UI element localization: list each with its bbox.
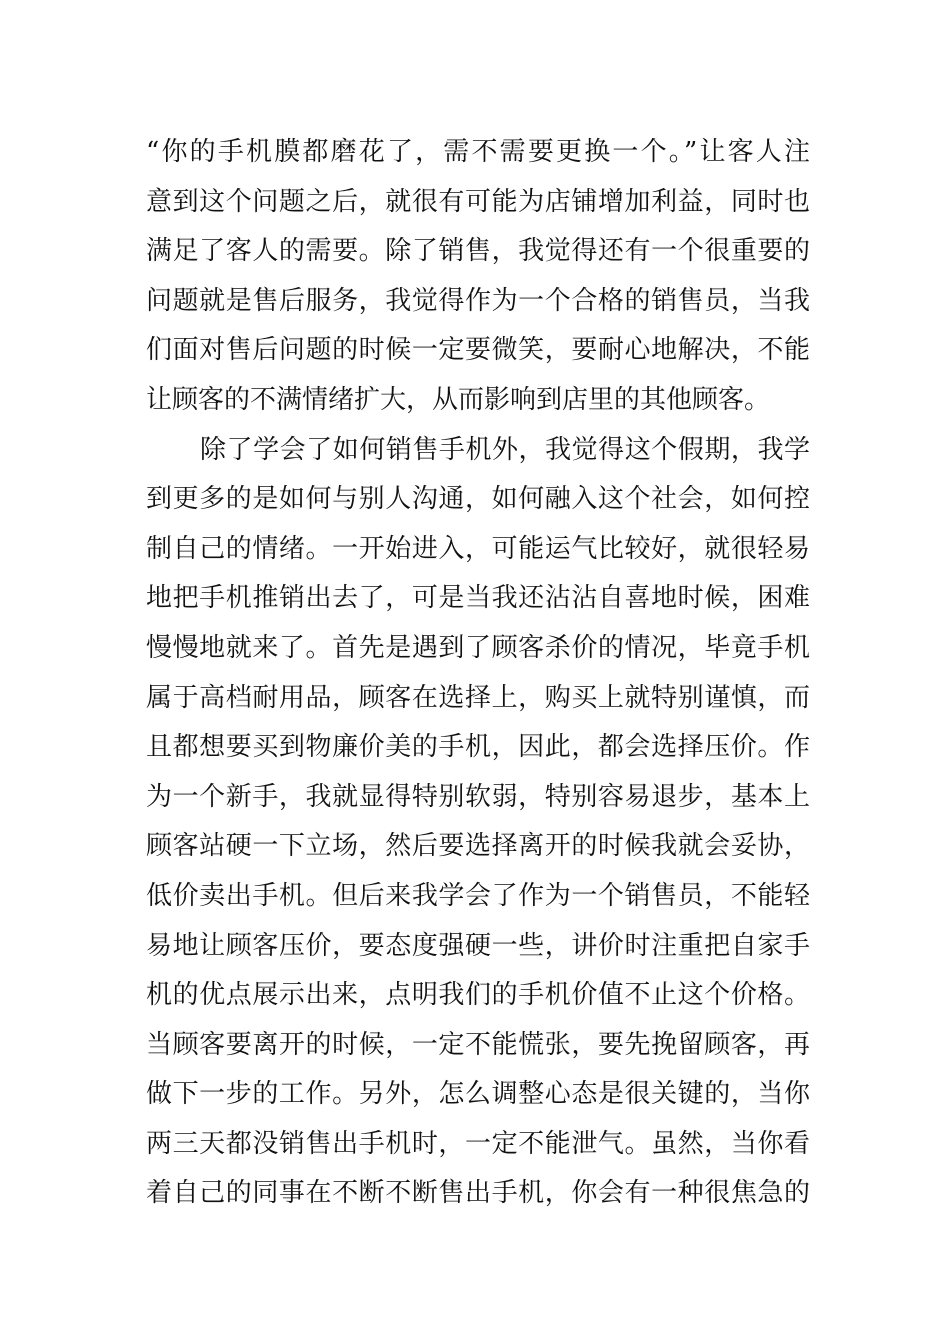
text-line: 属于高档耐用品，顾客在选择上，购买上就特别谨慎，而	[146, 682, 810, 713]
text-line: 做下一步的工作。另外，怎么调整心态是很关键的，当你	[146, 1079, 810, 1110]
text-line: 制自己的情绪。一开始进入，可能运气比较好，就很轻易	[146, 533, 810, 564]
text-line: 满足了客人的需要。除了销售，我觉得还有一个很重要的	[146, 236, 810, 267]
text-line: 为一个新手，我就显得特别软弱，特别容易退步，基本上	[146, 781, 810, 812]
paragraph-start-line: 除了学会了如何销售手机外，我觉得这个假期，我学	[200, 434, 810, 465]
text-line: 当顾客要离开的时候，一定不能慌张，要先挽留顾客，再	[146, 1029, 810, 1060]
text-line: “你的手机膜都磨花了，需不需要更换一个。”让客人注	[146, 137, 810, 167]
text-line: 两三天都没销售出手机时，一定不能泄气。虽然，当你看	[146, 1128, 810, 1159]
text-line: 机的优点展示出来，点明我们的手机价值不止这个价格。	[146, 980, 810, 1011]
text-line: 且都想要买到物廉价美的手机，因此，都会选择压价。作	[146, 732, 810, 763]
text-line: 意到这个问题之后，就很有可能为店铺增加利益，同时也	[146, 186, 810, 217]
document-body	[146, 128, 810, 1219]
text-line: 地把手机推销出去了，可是当我还沾沾自喜地时候，困难	[146, 583, 810, 614]
text-line: 问题就是售后服务，我觉得作为一个合格的销售员，当我	[146, 285, 810, 316]
text-line: 顾客站硬一下立场，然后要选择离开的时候我就会妥协，	[146, 831, 810, 862]
text-line: 们面对售后问题的时候一定要微笑，要耐心地解决，不能	[146, 335, 810, 366]
text-line: 让顾客的不满情绪扩大，从而影响到店里的其他顾客。	[146, 384, 771, 415]
text-line: 慢慢地就来了。首先是遇到了顾客杀价的情况，毕竟手机	[146, 632, 810, 663]
text-line: 低价卖出手机。但后来我学会了作为一个销售员，不能轻	[146, 880, 810, 911]
text-line: 易地让顾客压价，要态度强硬一些，讲价时注重把自家手	[146, 930, 810, 961]
text-line: 到更多的是如何与别人沟通，如何融入这个社会，如何控	[146, 484, 810, 515]
text-line: 着自己的同事在不断不断售出手机，你会有一种很焦急的	[146, 1178, 810, 1209]
